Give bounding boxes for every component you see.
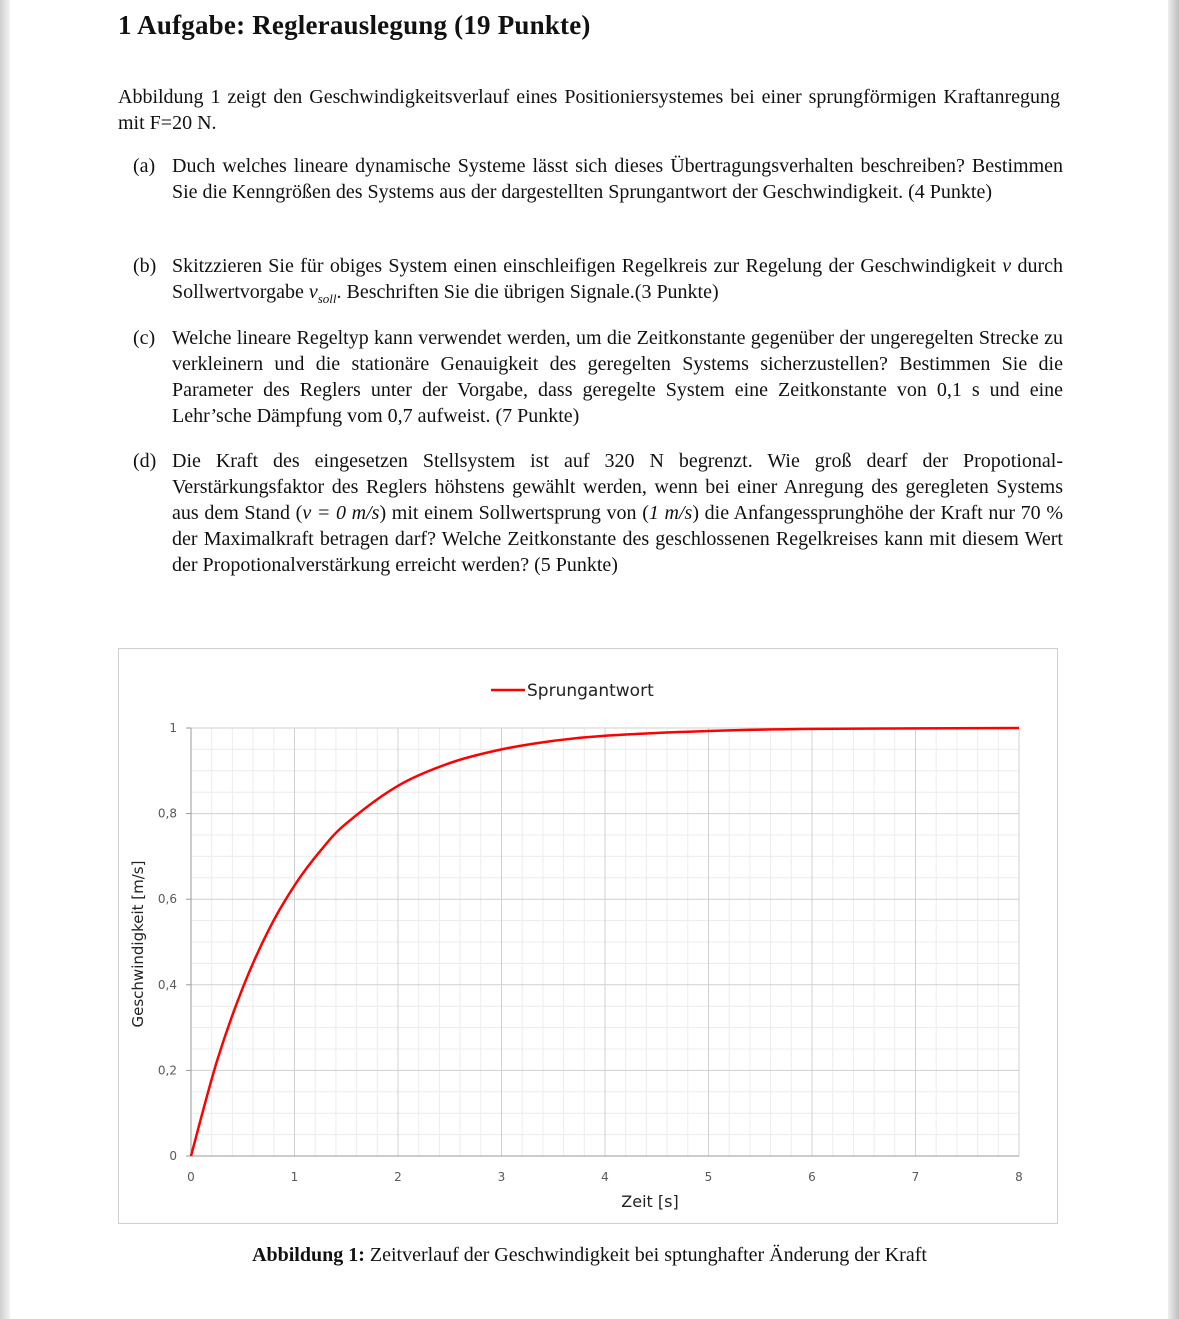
task-b (133, 253, 1063, 305)
x-tick-label: 4 (601, 1170, 609, 1184)
page-shadow-right (1168, 0, 1179, 1319)
y-tick-label: 1 (169, 721, 177, 735)
x-tick-label: 1 (290, 1170, 299, 1184)
task-label: (c) (133, 327, 156, 349)
x-tick-label: 0 (187, 1170, 195, 1184)
page-shadow-left (0, 0, 10, 1319)
task-text (172, 253, 1063, 305)
math-variable-v: v (1002, 255, 1012, 277)
x-tick-label: 6 (808, 1170, 816, 1184)
x-tick-label: 3 (497, 1170, 506, 1184)
task-a (133, 153, 1063, 205)
figure-caption (0, 1244, 1179, 1267)
y-tick-label: 0,8 (157, 806, 177, 821)
task-text (172, 448, 1063, 578)
task-text-part: durch Sollwertvorgabe (172, 255, 1063, 303)
task-label: (b) (133, 255, 157, 277)
task-c (133, 325, 1063, 429)
math-subscript: soll (317, 291, 337, 306)
task-text-part: ) die Anfangessprunghöhe der Kraft nur 70 % der Maximalkraft betragen darf? Welche Zeitkonstante des geschlossenen Regelkreises kann mit diesem Wert der Propotionalverstärkung erreicht werden? (5 Punkte) (172, 502, 1063, 576)
math-expression: 1 m/s (648, 502, 693, 524)
x-tick-label: 2 (394, 1170, 402, 1184)
y-tick-label: 0,4 (157, 977, 177, 992)
math-variable-vsoll: $v_{soll}$ (308, 281, 337, 306)
x-tick-label: 7 (911, 1170, 920, 1184)
task-text-part: ) mit einem Sollwertsprung von ( (379, 502, 649, 524)
task-text: Duch welches lineare dynamische Systeme lässt sich dieses Übertragungsverhalten beschreiben? Bestimmen Sie die Kenngrößen des Systems aus der dargestellten Sprungantwort der Geschwindigkeit. (4 Punkte) (172, 155, 1063, 203)
section-title: 1 Aufgabe: Reglerauslegung (19 Punkte) (118, 10, 591, 40)
x-axis-label: Zeit [s] (621, 1192, 679, 1211)
task-text-part: . Beschriften Sie die übrigen Signale.(3 Punkte) (336, 281, 719, 303)
figure-chart (118, 648, 1058, 1224)
task-text-part: Die Kraft des eingesetzen Stellsystem ist auf 320 N begrenzt. Wie groß dearf der Propotional-Verstärkungsfaktor des Reglers höhstens gewählt werden, wenn bei einer Anregung des geregleten Systems aus dem Stand ( (172, 450, 1063, 524)
intro-paragraph: Abbildung 1 zeigt den Geschwindigkeitsverlauf eines Positioniersystemes bei einer sprungförmigen Kraftanregung mit F=20 N. (118, 86, 1060, 134)
y-tick-label: 0 (169, 1149, 177, 1163)
task-label: (d) (133, 450, 157, 472)
task-label: (a) (133, 155, 156, 177)
legend-label: Sprungantwort (527, 681, 654, 701)
y-axis-label: Geschwindigkeit [m/s] (129, 860, 147, 1028)
x-tick-label: 5 (704, 1170, 713, 1184)
y-tick-label: 0,2 (157, 1063, 177, 1078)
y-tick-label: 0,6 (157, 892, 177, 907)
task-text: Welche lineare Regeltyp kann verwendet werden, um die Zeitkonstante gegenüber der ungeregelten Strecke zu verkleinern und die stationäre Genauigkeit des geregelten Systems sicherzustellen? Bestimmen Sie die Parameter des Reglers unter der Vorgabe, dass geregelte System eine Zeitkonstante von 0,1 s und eine Lehr’sche Dämpfung vom 0,7 aufweist. (7 Punkte) (172, 327, 1063, 427)
x-tick-label: 8 (1015, 1170, 1023, 1184)
math-expression: v = 0 m/s (302, 502, 380, 524)
task-text-part: Skitzzieren Sie für obiges System einen einschleifigen Regelkreis zur Regelung der Geschwindigkeit (172, 255, 1003, 277)
line-chart (119, 649, 1057, 1223)
task-d (133, 448, 1063, 578)
caption-text: Zeitverlauf der Geschwindigkeit bei sptunghafter Änderung der Kraft (364, 1244, 927, 1266)
caption-label: Abbildung 1: (252, 1244, 365, 1266)
